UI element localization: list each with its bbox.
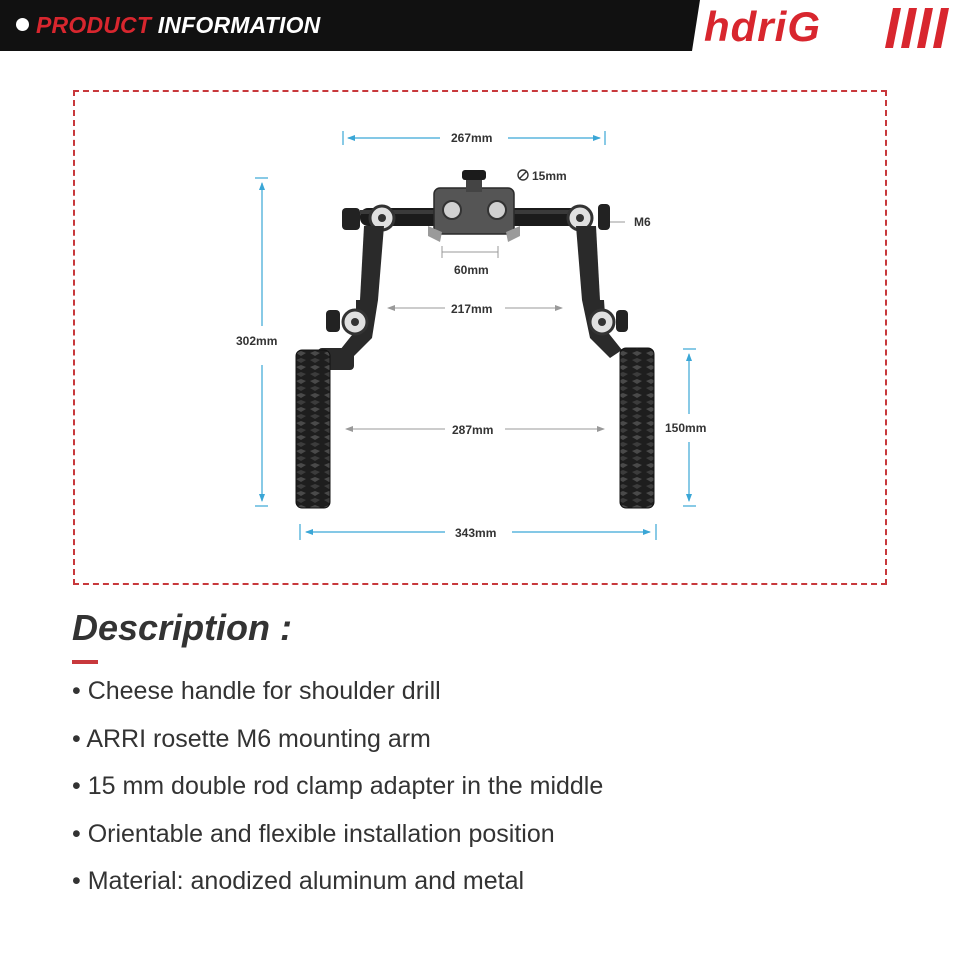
dim-rod-diameter: 15mm	[532, 169, 567, 183]
description-title: Description :	[72, 607, 293, 648]
dim-inner-width: 217mm	[451, 302, 493, 316]
list-item: • ARRI rosette M6 mounting arm	[72, 724, 431, 753]
dim-top-width: 267mm	[451, 131, 493, 145]
dim-handle-length: 150mm	[665, 421, 707, 435]
cheese-handle-rig-illustration	[296, 170, 654, 508]
dim-handle-spacing: 287mm	[452, 423, 494, 437]
dim-height: 302mm	[236, 334, 278, 348]
header-title-part1: PRODUCT	[36, 12, 152, 38]
list-item: • Orientable and flexible installation position	[72, 819, 555, 848]
brand-logo: hdriG	[704, 3, 821, 50]
dim-screw: M6	[634, 215, 651, 229]
list-item: • Material: anodized aluminum and metal	[72, 867, 525, 895]
list-item: • Cheese handle for shoulder drill	[72, 677, 441, 705]
description-list	[72, 674, 603, 912]
description-underline	[72, 660, 98, 664]
header-title-part2: INFORMATION	[157, 12, 321, 38]
dim-clamp-spacing: 60mm	[454, 263, 489, 277]
dim-overall-width: 343mm	[455, 526, 497, 540]
list-item: • 15 mm double rod clamp adapter in the middle	[72, 772, 604, 800]
